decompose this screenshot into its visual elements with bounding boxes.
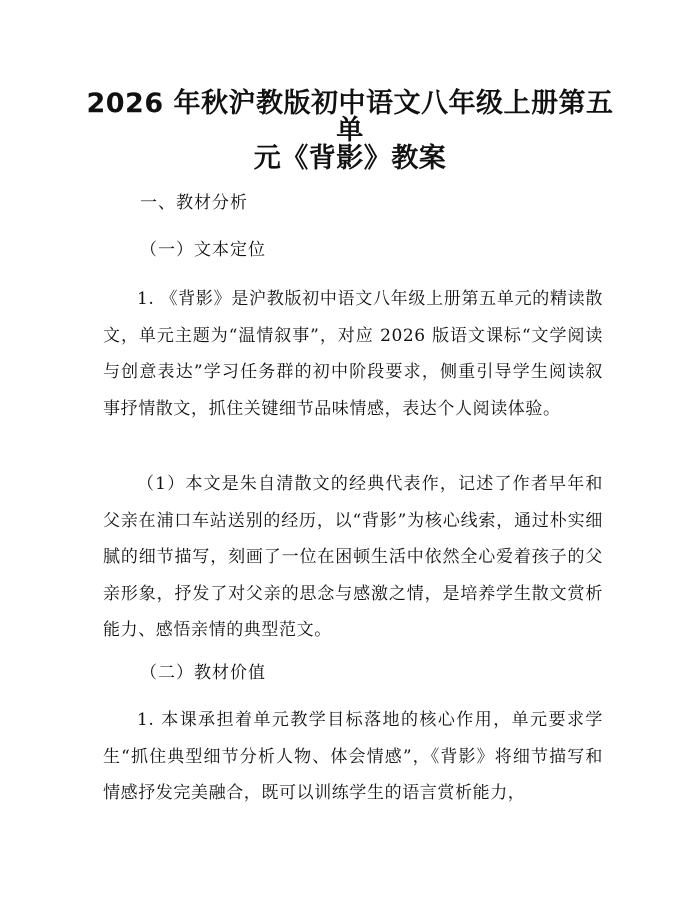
paragraph-1: 1. 《背影》是沪教版初中语文八年级上册第五单元的精读散文，单元主题为“温情叙事”，对应 2026 版语文课标“文学阅读与创意表达”学习任务群的初中阶段要求，侧重引导学生阅读叙事抒情散文，抓住关键细节品味情感，表达个人阅读体验。 <box>103 289 603 419</box>
subsection-heading-textbook-value: （二）教材价值 <box>140 663 266 683</box>
document-title-line-1: 2026 年秋沪教版初中语文八年级上册第五单 <box>86 88 614 146</box>
section-heading-textbook-analysis: 一、教材分析 <box>140 193 248 213</box>
document-title-line-2: 元《背影》教案 <box>253 143 447 174</box>
paragraph-2: （1）本文是朱自清散文的经典代表作，记述了作者早年和父亲在浦口车站送别的经历，以“背影”为核心线索，通过朴实细腻的细节描写，刻画了一位在困顿生活中依然全心爱着孩子的父亲形象，抒发了对父亲的思念与感激之情，是培养学生散文赏析能力、感悟亲情的典型范文。 <box>103 474 603 640</box>
paragraph-3: 1. 本课承担着单元教学目标落地的核心作用，单元要求学生“抓住典型细节分析人物、体会情感”，《背影》将细节描写和情感抒发完美融合，既可以训练学生的语言赏析能力， <box>103 710 603 803</box>
subsection-heading-text-positioning: （一）文本定位 <box>140 240 266 260</box>
